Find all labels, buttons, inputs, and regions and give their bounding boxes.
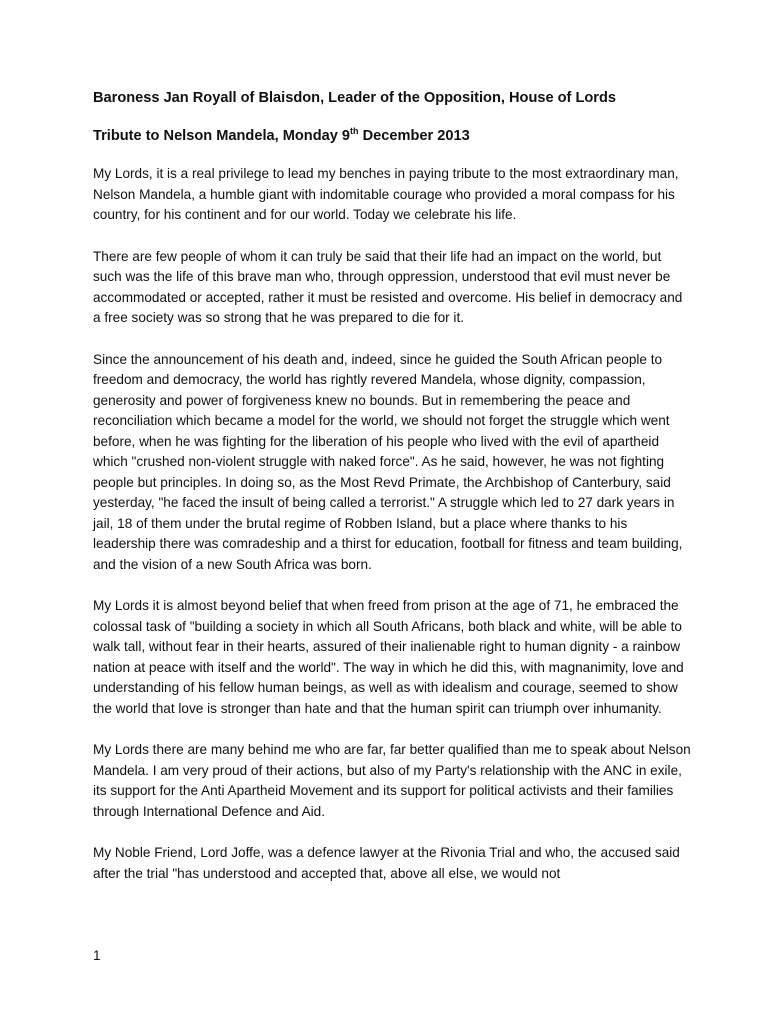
subtitle-ordinal-suffix: th [350, 126, 359, 136]
paragraph-4: My Lords it is almost beyond belief that when freed from prison at the age of 71, he embraced the colossal task of "building a society in which all South Africans, both black and white, will be able to walk tall, without fear in their hearts, assured of their inalienable right to human dignity - a rainbow nation at peace with itself and the world". The way in which he did this, with magnanimity, love and understanding of his fellow human beings, as well as with idealism and courage, seemed to show the world that love is stronger than hate and that the human spirit can triumph over inhumanity. [93, 598, 684, 716]
document-subtitle [93, 126, 693, 146]
subtitle-text: Tribute to Nelson Mandela, Monday 9 [93, 128, 351, 144]
page-number: 1 [93, 948, 101, 963]
paragraph-3: Since the announcement of his death and, indeed, since he guided the South African people to freedom and democracy, the world has rightly revered Mandela, whose dignity, compassion, generosity and power of forgiveness knew no bounds. But in remembering the peace and reconciliation which became a model for the world, we should not forget the struggle which went before, when he was fighting for the liberation of his people who lived with the evil of apartheid which "crushed non-violent struggle with naked force". As he said, however, he was not fighting people but principles. In doing so, as the Most Revd Primate, the Archbishop of Canterbury, said yesterday, "he faced the insult of being called a terrorist." A struggle which led to 27 dark years in jail, 18 of them under the brutal regime of Robben Island, but a place where thanks to his leadership there was comradeship and a thirst for education, football for fitness and team building, and the vision of a new South Africa was born. [93, 351, 683, 572]
paragraph-5: My Lords there are many behind me who are far, far better qualified than me to speak about Nelson Mandela. I am very proud of their actions, but also of my Party's relationship with the ANC in exile, its support for the Anti Apartheid Movement and its support for political activists and their families through International Defence and Aid. [93, 742, 691, 819]
document-page [93, 88, 693, 905]
subtitle-date-text: December 2013 [358, 128, 470, 144]
document-title: Baroness Jan Royall of Blaisdon, Leader of the Opposition, House of Lords [93, 90, 617, 106]
paragraph-6: My Noble Friend, Lord Joffe, was a defence lawyer at the Rivonia Trial and who, the accused said after the trial "has understood and accepted that, above all else, we would not [93, 845, 680, 881]
paragraph-1: My Lords, it is a real privilege to lead my benches in paying tribute to the most extraordinary man, Nelson Mandela, a humble giant with indomitable courage who provided a moral compass for his country, for his continent and for our world. Today we celebrate his life. [93, 166, 679, 222]
paragraph-2: There are few people of whom it can truly be said that their life had an impact on the world, but such was the life of this brave man who, through oppression, understood that evil must never be accommodated or accepted, rather it must be resisted and overcome. His belief in democracy and a free society was so strong that he was prepared to die for it. [93, 248, 683, 325]
